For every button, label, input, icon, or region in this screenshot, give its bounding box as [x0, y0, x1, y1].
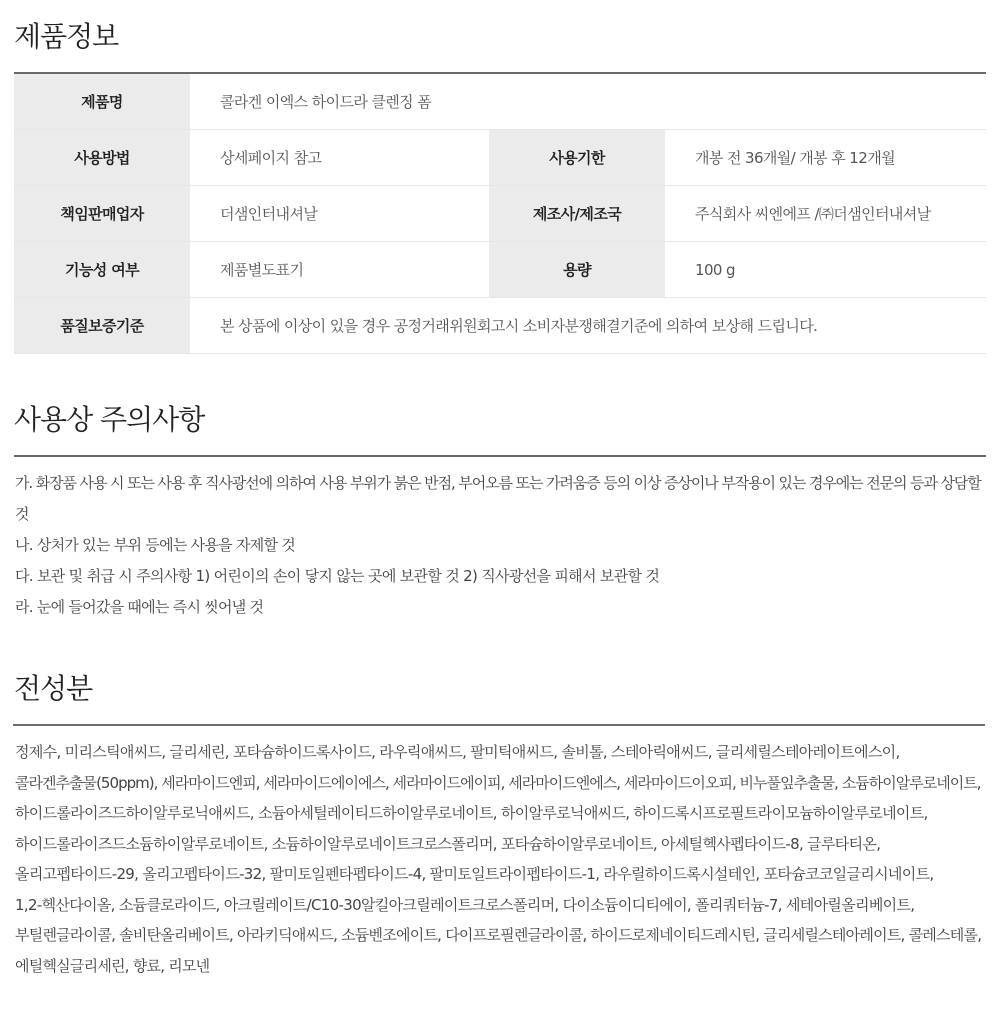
- row-value-manufacturer: 주식회사 씨엔에프 /㈜더샘인터내셔날: [665, 186, 986, 242]
- ingredients-divider: [13, 724, 985, 726]
- ingredients-list: [15, 737, 987, 981]
- row-value-usage: 상세페이지 참고: [190, 130, 489, 186]
- row-value-volume: 100 g: [665, 242, 986, 298]
- table-row: [14, 186, 986, 242]
- product-info-title: 제품정보: [14, 20, 119, 53]
- row-value-expiry: 개봉 전 36개월/ 개봉 후 12개월: [665, 130, 986, 186]
- row-label-seller: 책임판매업자: [14, 186, 190, 242]
- caution-line: 것: [15, 505, 27, 523]
- cautions-list: [15, 468, 987, 623]
- ingredients-line: 하이드롤라이즈드하이알루로닉애씨드, 소듐아세틸레이티드하이알루로네이트, 하이알루로닉애씨드, 하이드록시프로필트라이모늄하이알루로네이트,: [15, 804, 928, 822]
- ingredients-line: 에틸헥실글리세린, 향료, 리모넨: [15, 956, 210, 975]
- table-row: [14, 130, 986, 186]
- row-value-seller: 더샘인터내셔날: [190, 186, 489, 242]
- row-label-volume: 용량: [489, 242, 665, 298]
- ingredients-line: 부틸렌글라이콜, 솔비탄올리베이트, 아라키딕애씨드, 소듐벤조에이트, 다이프로필렌글라이콜, 하이드로제네이티드레시틴, 글리세릴스테아레이트, 콜레스테롤,: [15, 926, 982, 944]
- cautions-title: 사용상 주의사항: [14, 403, 205, 436]
- row-value-product-name: 콜라겐 이엑스 하이드라 클렌징 폼: [190, 74, 986, 130]
- caution-line: 나. 상처가 있는 부위 등에는 사용을 자제할 것: [15, 536, 296, 554]
- ingredients-line: 콜라겐추출물(50ppm), 세라마이드엔피, 세라마이드에이에스, 세라마이드에이피, 세라마이드엔에스, 세라마이드이오피, 비누풀잎추출물, 소듐하이알루로네이트,: [15, 773, 981, 792]
- ingredients-line: 올리고펩타이드-29, 올리고펩타이드-32, 팔미토일펜타펩타이드-4, 팔미토일트라이펩타이드-1, 라우릴하이드록시설테인, 포타슘코코일글리시네이트,: [15, 865, 934, 883]
- caution-line: 라. 눈에 들어갔을 때에는 즉시 씻어낼 것: [15, 598, 264, 616]
- row-label-usage: 사용방법: [14, 130, 190, 186]
- row-value-quality: 본 상품에 이상이 있을 경우 공정거래위원회고시 소비자분쟁해결기준에 의하여 보상해 드립니다.: [190, 298, 986, 354]
- row-label-quality: 품질보증기준: [14, 298, 190, 354]
- row-label-expiry: 사용기한: [489, 130, 665, 186]
- row-label-manufacturer: 제조사/제조국: [489, 186, 665, 242]
- ingredients-line: 정제수, 미리스틱애씨드, 글리세린, 포타슘하이드록사이드, 라우릭애씨드, 팔미틱애씨드, 솔비톨, 스테아릭애씨드, 글리세릴스테아레이트에스이,: [15, 743, 900, 761]
- row-label-functional: 기능성 여부: [14, 242, 190, 298]
- ingredients-line: 하이드롤라이즈드소듐하이알루로네이트, 소듐하이알루로네이트크로스폴리머, 포타슘하이알루로네이트, 아세틸헥사펩타이드-8, 글루타티온,: [15, 834, 881, 853]
- row-value-functional: 제품별도표기: [190, 242, 489, 298]
- ingredients-line: 1,2-헥산다이올, 소듐클로라이드, 아크릴레이트/C10-30알킬아크릴레이트크로스폴리머, 다이소듐이디티에이, 폴리쿼터늄-7, 세테아릴올리베이트,: [15, 895, 915, 914]
- table-row: [14, 298, 986, 354]
- caution-line: 다. 보관 및 취급 시 주의사항 1) 어린이의 손이 닿지 않는 곳에 보관할 것 2) 직사광선을 피해서 보관할 것: [15, 567, 660, 585]
- cautions-divider: [14, 455, 986, 457]
- product-info-table: [14, 74, 986, 354]
- row-label-product-name: 제품명: [14, 74, 190, 130]
- table-row: [14, 242, 986, 298]
- ingredients-title: 전성분: [14, 672, 93, 705]
- table-row: [14, 74, 986, 130]
- caution-line: 가. 화장품 사용 시 또는 사용 후 직사광선에 의하여 사용 부위가 붉은 반점, 부어오름 또는 가려움증 등의 이상 증상이나 부작용이 있는 경우에는 전문의 등과 상담할: [15, 474, 981, 492]
